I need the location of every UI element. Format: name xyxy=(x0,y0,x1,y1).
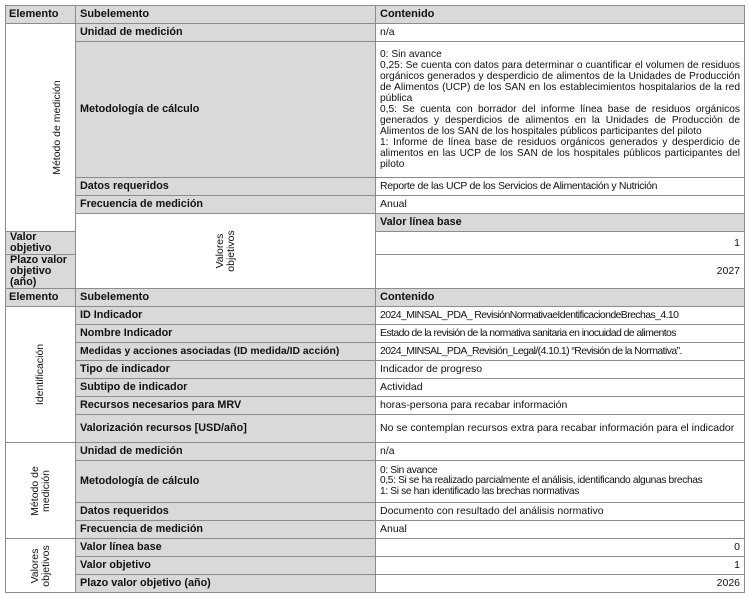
row-label: Valor objetivo xyxy=(76,557,376,575)
row-value: Estado de la revisión de la normativa sanitaria en inocuidad de alimentos xyxy=(376,325,745,343)
header-contenido: Contenido xyxy=(376,289,745,307)
group-label: Valores objetivos xyxy=(213,230,237,272)
row-value: Reporte de las UCP de los Servicios de Alimentación y Nutrición xyxy=(376,178,745,196)
group-valores-objetivos xyxy=(76,214,376,289)
row-value: Anual xyxy=(376,196,745,214)
row-value: 0: Sin avance 0,5: Si se ha realizado parcialmente el análisis, identificando algunas brechas 1: Si se han identificado las brechas normativas xyxy=(376,461,745,503)
header-elemento: Elemento xyxy=(6,6,76,24)
row-value: n/a xyxy=(376,24,745,42)
table-row xyxy=(6,178,745,196)
row-label: Subtipo de indicador xyxy=(76,379,376,397)
table-row xyxy=(6,521,745,539)
row-value: n/a xyxy=(376,443,745,461)
row-label: Valor objetivo xyxy=(6,232,76,255)
row-value: 1 xyxy=(376,232,745,255)
table-row xyxy=(6,214,745,232)
table-row xyxy=(6,539,745,557)
group-label: Método de medición xyxy=(28,465,52,516)
row-label: Datos requeridos xyxy=(76,178,376,196)
row-label: ID Indicador xyxy=(76,307,376,325)
table-header-row xyxy=(6,289,745,307)
table-header-row xyxy=(6,6,745,24)
header-elemento: Elemento xyxy=(6,289,76,307)
indicator-table xyxy=(5,5,745,593)
table-row xyxy=(6,24,745,42)
row-value: No se contemplan recursos extra para recabar información para el indicador xyxy=(376,415,745,443)
row-value: 1 xyxy=(376,557,745,575)
table-row xyxy=(6,379,745,397)
table-row xyxy=(6,361,745,379)
table-row xyxy=(6,575,745,593)
row-value: 0 xyxy=(376,539,745,557)
row-label: Metodología de cálculo xyxy=(76,42,376,178)
table-row xyxy=(6,42,745,178)
row-label: Plazo valor objetivo (año) xyxy=(6,255,76,289)
group-label: Valores objetivos xyxy=(28,544,52,587)
row-label: Valor línea base xyxy=(76,539,376,557)
row-value: 2026 xyxy=(376,575,745,593)
row-label: Unidad de medición xyxy=(76,24,376,42)
header-subelemento: Subelemento xyxy=(76,6,376,24)
row-value: 0: Sin avance 0,25: Se cuenta con datos para determinar o cuantificar el volumen de residuos orgánicos generados y desperdicio de alimentos de la Unidades de Producción de Alimentos (UCP) de los SAN en los establecimientos hospitalarios de la red pública 0,5: Se cuenta con borrador del informe línea base de residuos orgánicos generados y desperdicios de alimentos en la Unidades de Producción de Alimentos de los SAN de los hospitales públicos participantes del piloto 1: Informe de línea base de residuos orgánicos generados y desperdicio de alimentos en las UCP de los SAN de los hospitales públicos participantes del piloto xyxy=(376,42,745,178)
row-value: Actividad xyxy=(376,379,745,397)
row-label: Datos requeridos xyxy=(76,503,376,521)
row-value: Indicador de progreso xyxy=(376,361,745,379)
row-label: Recursos necesarios para MRV xyxy=(76,397,376,415)
row-value: 2024_MINSAL_PDA_Revisión_Legal/(4.10.1) “Revisión de la Normativa”. xyxy=(376,343,745,361)
row-label: Plazo valor objetivo (año) xyxy=(76,575,376,593)
group-label: Método de medición xyxy=(50,80,63,175)
row-label: Medidas y acciones asociadas (ID medida/ID acción) xyxy=(76,343,376,361)
group-label: Identificación xyxy=(34,343,47,406)
table-row xyxy=(6,325,745,343)
row-value: horas-persona para recabar información xyxy=(376,397,745,415)
row-label: Tipo de indicador xyxy=(76,361,376,379)
table-row xyxy=(6,461,745,503)
table-row xyxy=(6,343,745,361)
group-metodo-medicion xyxy=(6,24,76,232)
group-metodo-medicion-2 xyxy=(6,443,76,539)
row-label: Unidad de medición xyxy=(76,443,376,461)
table-row xyxy=(6,443,745,461)
row-label: Nombre Indicador xyxy=(76,325,376,343)
row-label: Valor línea base xyxy=(376,214,745,232)
row-value: 2027 xyxy=(376,255,745,289)
row-value: 2024_MINSAL_PDA_ RevisiónNormativaeIdentificaciondeBrechas_4.10 xyxy=(376,307,745,325)
row-label: Valorización recursos [USD/año] xyxy=(76,415,376,443)
row-value: Anual xyxy=(376,521,745,539)
header-subelemento: Subelemento xyxy=(76,289,376,307)
row-label: Frecuencia de medición xyxy=(76,521,376,539)
row-value: Documento con resultado del análisis normativo xyxy=(376,503,745,521)
table-row xyxy=(6,415,745,443)
group-identificacion xyxy=(6,307,76,443)
row-label: Frecuencia de medición xyxy=(76,196,376,214)
table-row xyxy=(6,196,745,214)
table-row xyxy=(6,307,745,325)
table-row xyxy=(6,397,745,415)
header-contenido: Contenido xyxy=(376,6,745,24)
group-valores-objetivos-2 xyxy=(6,539,76,593)
table-row xyxy=(6,503,745,521)
row-label: Metodología de cálculo xyxy=(76,461,376,503)
